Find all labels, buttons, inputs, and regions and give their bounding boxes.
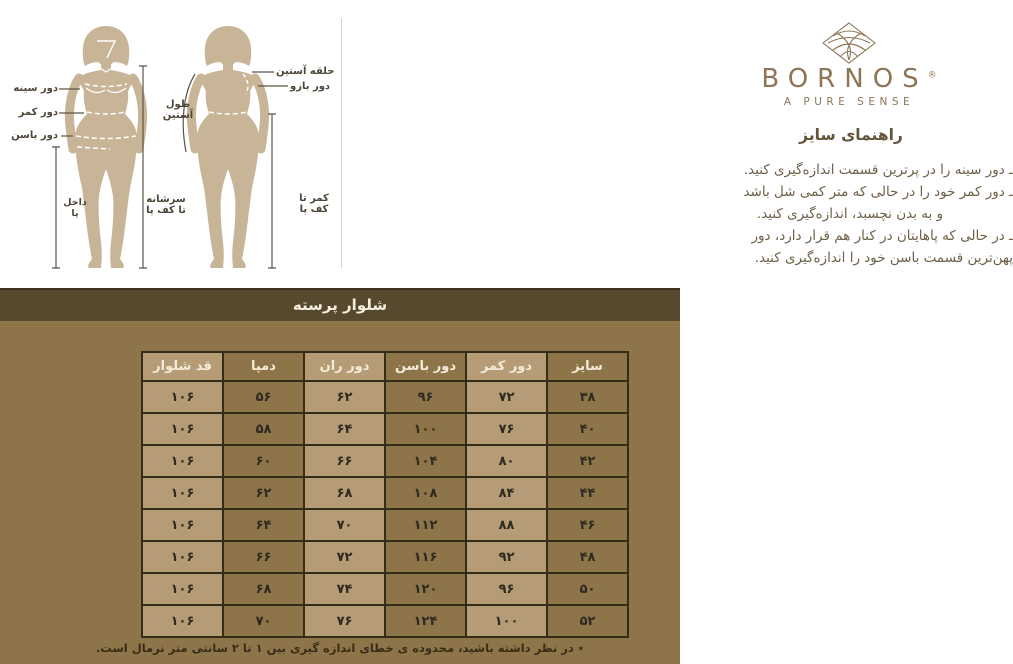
table-cell: ۴۸ bbox=[547, 541, 628, 573]
table-cell: ۶۸ bbox=[304, 477, 385, 509]
table-row bbox=[142, 381, 628, 413]
size-guide-title: راهنمای سایز bbox=[799, 126, 903, 144]
table-row bbox=[142, 509, 628, 541]
column-header: قد شلوار bbox=[142, 352, 223, 381]
table-cell: ۱۱۲ bbox=[385, 509, 466, 541]
table-cell: ۴۲ bbox=[547, 445, 628, 477]
size-guide-instructions bbox=[687, 159, 1013, 269]
guide-line: ـ در حالی که پاهایتان در کنار هم قرار دارد، دور bbox=[751, 228, 1013, 244]
table-cell: ۶۴ bbox=[304, 413, 385, 445]
table-row bbox=[142, 477, 628, 509]
table-row bbox=[142, 541, 628, 573]
size-table-body bbox=[142, 381, 628, 637]
table-cell: ۱۰۰ bbox=[385, 413, 466, 445]
table-cell: ۱۰۶ bbox=[142, 381, 223, 413]
sleeve-length-label: طول آستین bbox=[162, 99, 194, 121]
table-cell: ۷۲ bbox=[466, 381, 547, 413]
table-cell: ۱۱۶ bbox=[385, 541, 466, 573]
table-cell: ۶۲ bbox=[223, 477, 304, 509]
table-cell: ۸۴ bbox=[466, 477, 547, 509]
arm-label: دور بازو bbox=[290, 81, 331, 92]
table-cell: ۴۶ bbox=[547, 509, 628, 541]
female-silhouettes-illustration bbox=[0, 0, 341, 288]
table-cell: ۸۰ bbox=[466, 445, 547, 477]
table-row bbox=[142, 573, 628, 605]
table-cell: ۱۲۴ bbox=[385, 605, 466, 637]
measurement-diagram bbox=[0, 0, 341, 288]
table-cell: ۹۲ bbox=[466, 541, 547, 573]
size-table-head bbox=[142, 352, 628, 381]
table-cell: ۱۰۶ bbox=[142, 509, 223, 541]
product-title-banner: شلوار پرسته bbox=[0, 288, 680, 321]
table-cell: ۳۸ bbox=[547, 381, 628, 413]
table-cell: ۹۶ bbox=[385, 381, 466, 413]
shoulder-to-floor-label: سرشانه تا کف پا bbox=[146, 194, 186, 216]
table-cell: ۴۴ bbox=[547, 477, 628, 509]
table-cell: ۹۶ bbox=[466, 573, 547, 605]
table-row bbox=[142, 413, 628, 445]
size-table bbox=[141, 351, 629, 638]
table-cell: ۷۲ bbox=[304, 541, 385, 573]
guide-line: و به بدن نچسبد، اندازه‌گیری کنید. bbox=[756, 206, 944, 222]
table-cell: ۷۶ bbox=[466, 413, 547, 445]
brand-tagline: A PURE SENSE bbox=[783, 96, 915, 108]
measurement-tolerance-footnote: ٭ در نظر داشته باشید، محدوده ی خطای اندازه گیری بین ۱ تا ۲ سانتی متر نرمال است. bbox=[95, 641, 585, 655]
top-panel bbox=[0, 0, 1013, 288]
table-row bbox=[142, 445, 628, 477]
armhole-label: حلقه آستین bbox=[276, 66, 335, 77]
table-cell: ۵۶ bbox=[223, 381, 304, 413]
table-cell: ۱۰۴ bbox=[385, 445, 466, 477]
column-header: دور کمر bbox=[466, 352, 547, 381]
table-cell: ۱۰۶ bbox=[142, 541, 223, 573]
waist-label: دور کمر bbox=[18, 107, 58, 118]
hip-label: دور باسن bbox=[11, 130, 58, 141]
table-cell: ۱۰۶ bbox=[142, 477, 223, 509]
table-cell: ۱۰۶ bbox=[142, 445, 223, 477]
table-cell: ۱۰۶ bbox=[142, 605, 223, 637]
table-cell: ۶۲ bbox=[304, 381, 385, 413]
table-cell: ۵۰ bbox=[547, 573, 628, 605]
guide-line: پهن‌ترین قسمت باسن خود را اندازه‌گیری کنید. bbox=[754, 250, 1013, 266]
brand-name: BORNOS® bbox=[761, 64, 937, 94]
guide-line: ـ دور کمر خود را در حالی که متر کمی شل باشد bbox=[743, 184, 1013, 200]
table-cell: ۶۰ bbox=[223, 445, 304, 477]
table-cell: ۵۸ bbox=[223, 413, 304, 445]
table-cell: ۷۶ bbox=[304, 605, 385, 637]
table-cell: ۷۰ bbox=[223, 605, 304, 637]
bornos-diamond-logo-icon bbox=[821, 22, 877, 64]
table-cell: ۷۴ bbox=[304, 573, 385, 605]
column-header: سایز bbox=[547, 352, 628, 381]
table-row bbox=[142, 605, 628, 637]
table-cell: ۶۶ bbox=[223, 541, 304, 573]
table-cell: ۸۸ bbox=[466, 509, 547, 541]
table-cell: ۱۰۸ bbox=[385, 477, 466, 509]
table-cell: ۶۶ bbox=[304, 445, 385, 477]
bust-label: دور سینه bbox=[13, 83, 58, 94]
column-header: دور ران bbox=[304, 352, 385, 381]
table-cell: ۷۰ bbox=[304, 509, 385, 541]
table-cell: ۶۸ bbox=[223, 573, 304, 605]
column-header: دمپا bbox=[223, 352, 304, 381]
table-cell: ۱۲۰ bbox=[385, 573, 466, 605]
table-cell: ۱۰۰ bbox=[466, 605, 547, 637]
table-cell: ۵۲ bbox=[547, 605, 628, 637]
waist-to-floor-label: کمر تا کف پا bbox=[299, 193, 329, 215]
table-cell: ۶۴ bbox=[223, 509, 304, 541]
table-cell: ۴۰ bbox=[547, 413, 628, 445]
table-header-row bbox=[142, 352, 628, 381]
column-header: دور باسن bbox=[385, 352, 466, 381]
brand-info-panel bbox=[341, 0, 1013, 288]
guide-line: ـ دور سینه را در پرترین قسمت اندازه‌گیری کنید. bbox=[743, 162, 1013, 178]
inseam-label: داخل پا bbox=[63, 197, 87, 219]
table-cell: ۱۰۶ bbox=[142, 573, 223, 605]
table-cell: ۱۰۶ bbox=[142, 413, 223, 445]
registered-mark: ® bbox=[927, 70, 937, 81]
